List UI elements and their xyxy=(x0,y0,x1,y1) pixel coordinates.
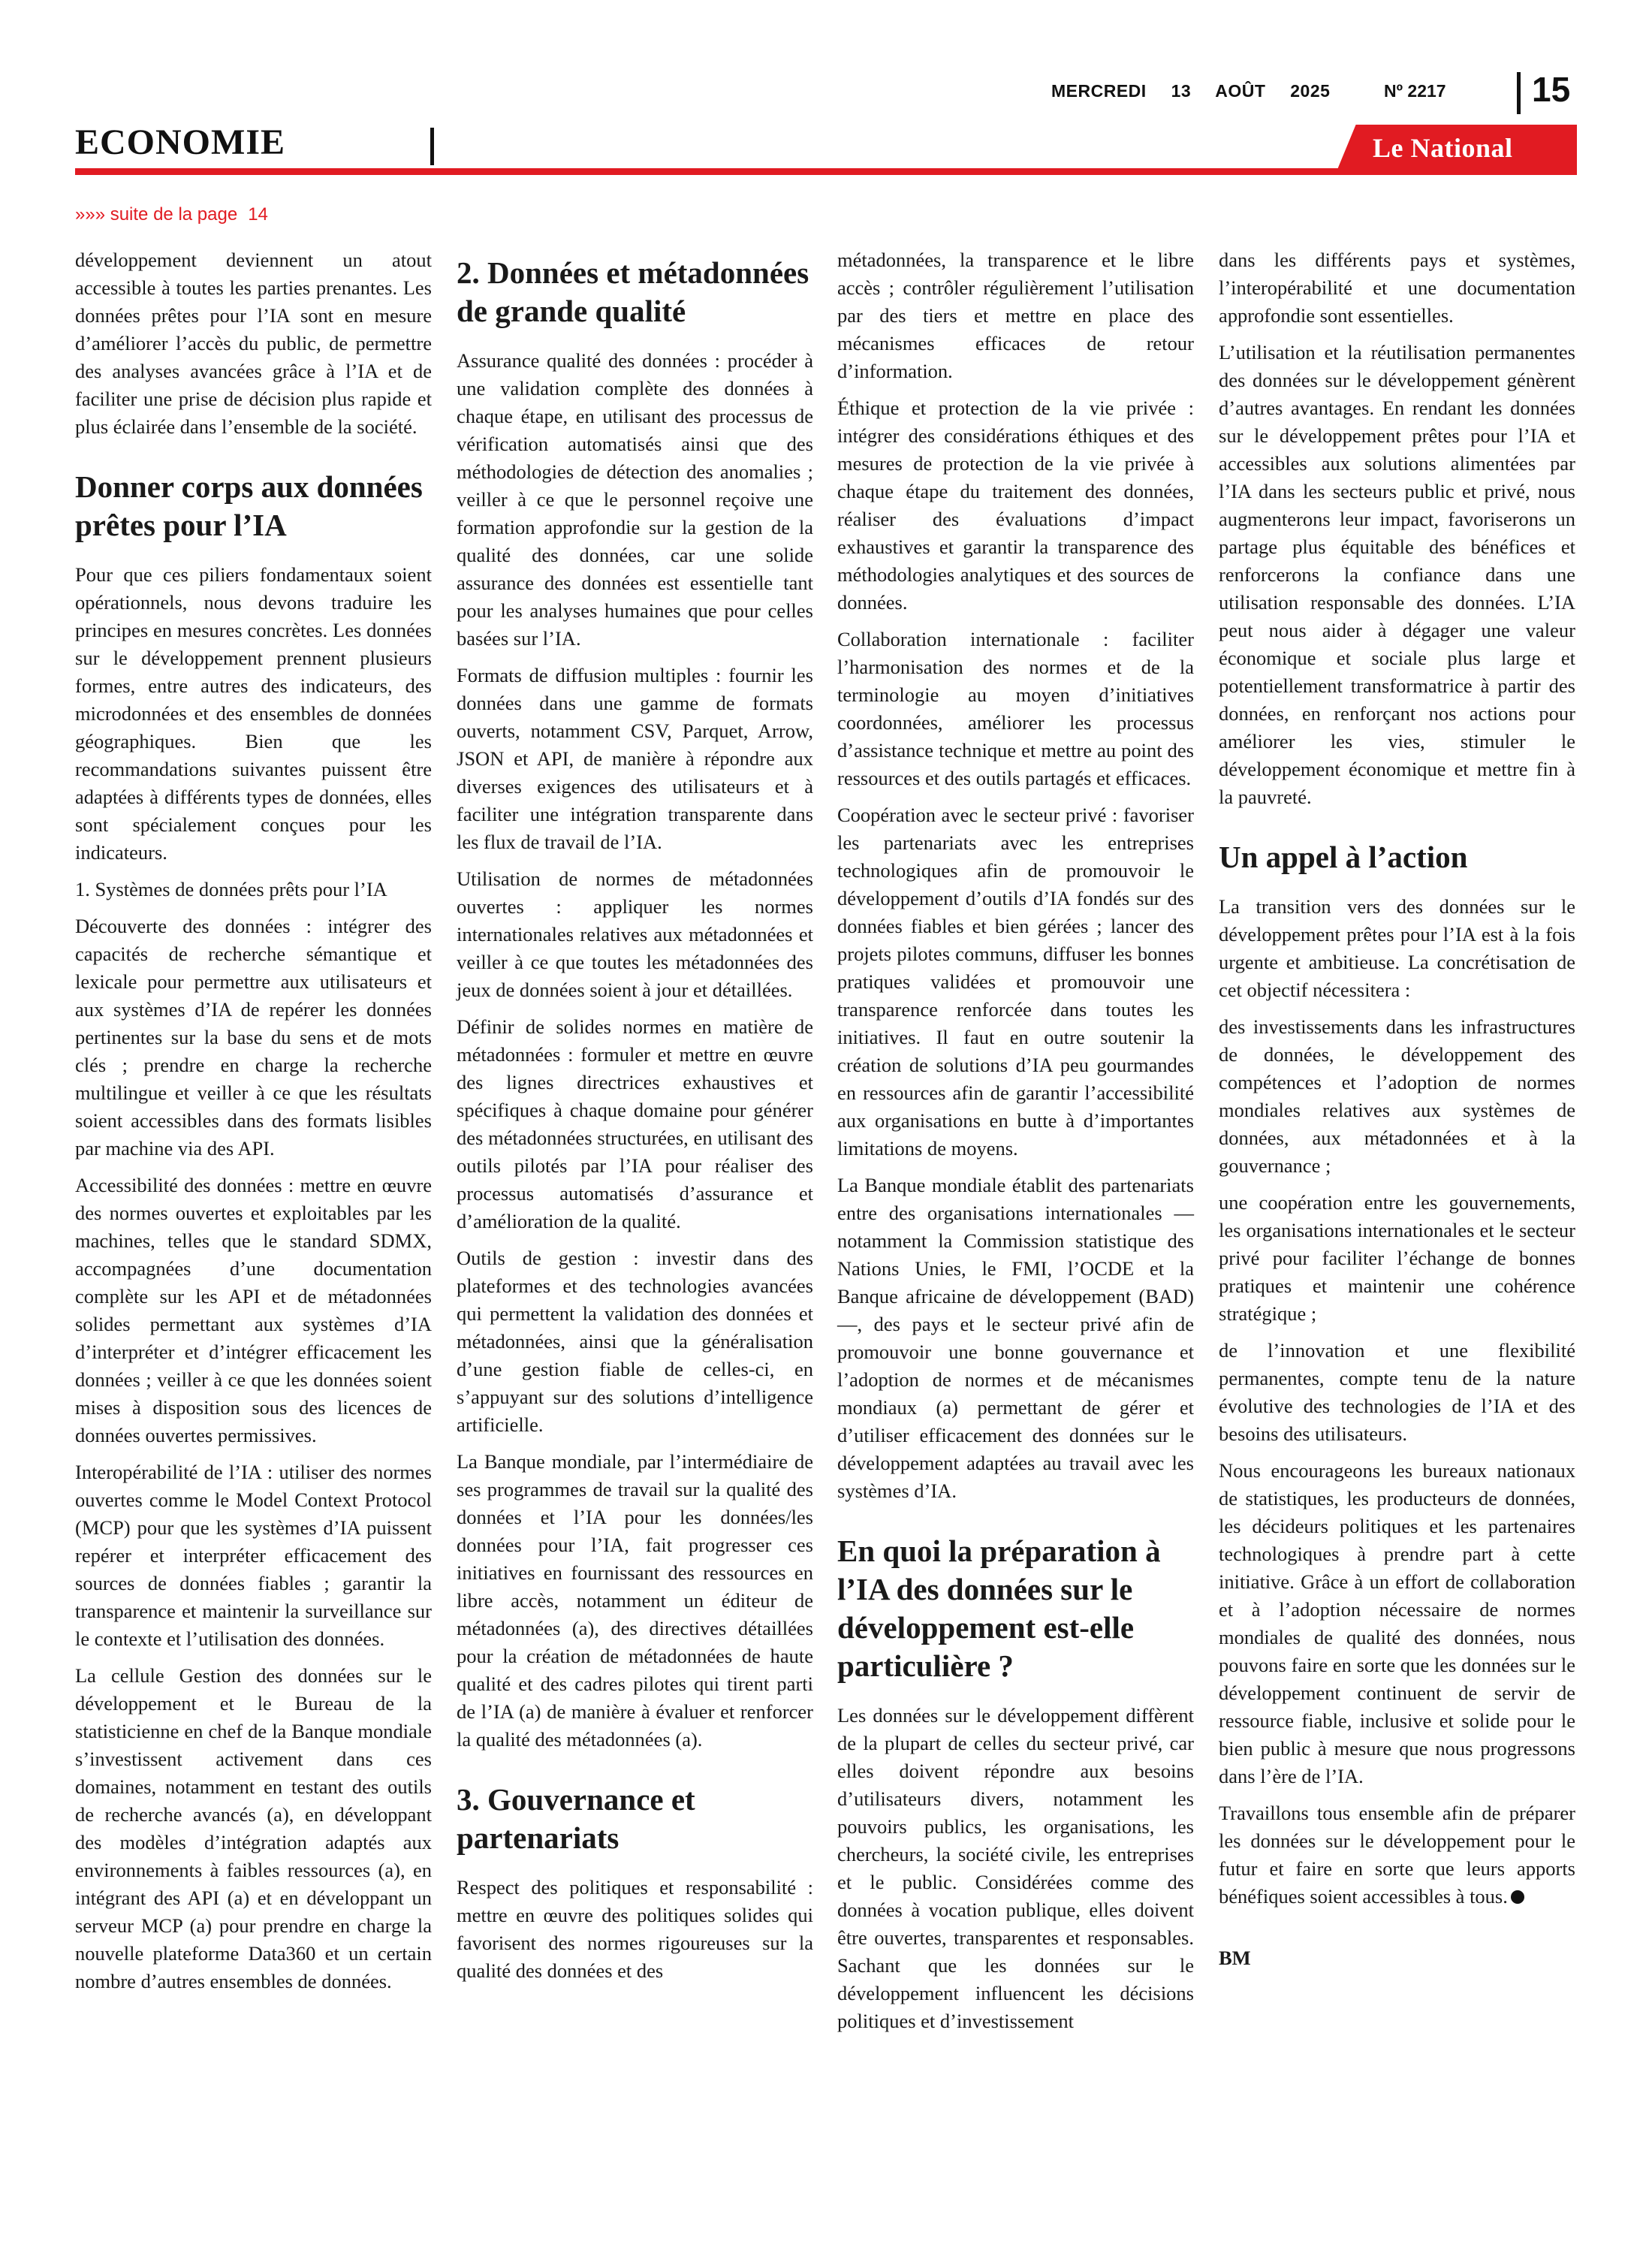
paragraph: dans les différents pays et systèmes, l’interopérabilité et une documentation approfondie sont essentielles. xyxy=(1219,249,1575,327)
paragraph: Collaboration internationale : faciliter l’harmonisation des normes et de la terminologie au moyen d’initiatives coordonnées, améliorer les processus d’assistance technique et mettre au point des ressources et des outils partagés et efficaces. xyxy=(837,628,1194,789)
article-column-4 xyxy=(1219,246,1575,1970)
paragraph: Nous encourageons les bureaux nationaux de statistiques, les producteurs de données, les décideurs politiques et les partenaires technologiques à prendre part à cette initiative. Grâce à un effort de collaboration et à l’adoption nécessaire de normes mondiales de qualité des données, nous pouvons faire en sorte que les données sur le développement continuent de servir de ressource fiable, inclusive et solide pour le bien public à mesure que nous progressons dans l’ère de l’IA. xyxy=(1219,1459,1575,1787)
article-column-1 xyxy=(75,246,432,2004)
paragraph: Les données sur le développement diffèrent de la plupart de celles du secteur privé, car elles doivent répondre aux besoins d’utilisateurs divers, notamment les pouvoirs publics, les organisations, les chercheurs, la société civile, les entreprises et le public. Considérées comme des données à vocation publique, elles doivent être ouvertes, transparentes et responsables. Sachant que les données sur le développement influencent les décisions politiques et d’investissement xyxy=(837,1704,1194,2032)
paragraph: Découverte des données : intégrer des capacités de recherche sémantique et lexicale pour permettre aux utilisateurs et aux systèmes d’IA de repérer les données pertinentes sur la base du sens et de mots clés ; prendre en charge la recherche multilingue et veiller à ce que les résultats soient accessibles dans des formats lisibles par machine via des API. xyxy=(75,915,432,1160)
paragraph: métadonnées, la transparence et le libre accès ; contrôler régulièrement l’utilisation par des tiers et mettre en place des mécanismes efficaces de retour d’information. xyxy=(837,249,1194,382)
paragraph: L’utilisation et la réutilisation permanentes des données sur le développement génèrent d’autres avantages. En rendant les données sur le développement prêtes pour l’IA et accessibles aux solutions alimentées par l’IA dans les secteurs public et privé, nous augmenterons leur impact, favoriserons un partage plus équitable des bénéfices et renforcerons la confiance dans une utilisation responsable des données. L’IA peut nous aider à dégager une valeur économique et sociale plus large et potentiellement transformatrice à partir des données, en renforçant nos actions pour améliorer les vies, stimuler le développement économique et mettre fin à la pauvreté. xyxy=(1219,341,1575,808)
date-year: 2025 xyxy=(1290,81,1331,101)
section-heading: 2. Données et métadonnées de grande qualité xyxy=(457,255,809,328)
issue-date xyxy=(1051,81,1349,101)
page-number-divider xyxy=(1517,72,1521,114)
continued-page: 14 xyxy=(248,204,268,225)
date-number: 13 xyxy=(1171,81,1192,101)
section-title: ECONOMIE xyxy=(75,122,286,162)
section-heading: 3. Gouvernance et partenariats xyxy=(457,1782,695,1855)
paragraph: La transition vers des données sur le développement prêtes pour l’IA est à la fois urgente et ambitieuse. La concrétisation de cet objectif nécessitera : xyxy=(1219,895,1575,1001)
continued-from xyxy=(75,204,268,225)
section-divider xyxy=(430,128,434,165)
closing-text: Travaillons tous ensemble afin de préparer les données sur le développement pour le futur et faire en sorte que leurs apports bénéfiques soient accessibles à tous. xyxy=(1219,1802,1575,1908)
paragraph: Outils de gestion : investir dans des plateformes et des technologies avancées qui permettent la validation des données et métadonnées, ainsi que la généralisation d’une gestion fiable de celles-ci, en s’appuyant sur des solutions d’intelligence artificielle. xyxy=(457,1247,813,1436)
section-heading: En quoi la préparation à l’IA des données sur le développement est-elle particulière ? xyxy=(837,1534,1161,1683)
section-heading: Un appel à l’action xyxy=(1219,840,1468,874)
paragraph: Utilisation de normes de métadonnées ouvertes : appliquer les normes internationales relatives aux métadonnées et veiller à ce que toutes les métadonnées des jeux de données soient à jour et détaillées. xyxy=(457,867,813,1001)
date-day: MERCREDI xyxy=(1051,81,1147,101)
paragraph: des investissements dans les infrastructures de données, le développement des compétences et l’adoption de normes mondiales relatives aux systèmes de données, aux métadonnées et à la gouvernance ; xyxy=(1219,1015,1575,1177)
paragraph: une coopération entre les gouvernements, les organisations internationales et le secteur privé pour faciliter l’échange de bonnes pratiques et maintenir une cohérence stratégique ; xyxy=(1219,1191,1575,1325)
continued-label: »»» suite de la page xyxy=(75,204,238,225)
paragraph: La Banque mondiale établit des partenariats entre des organisations internationales — notamment la Commission statistique des Nations Unies, le FMI, l’OCDE et la Banque africaine de développement (BAD) —, des pays et le secteur privé afin de promouvoir une bonne gouvernance et l’adoption de normes et de mécanismes mondiaux (a) permettant de gérer et d’utiliser efficacement des données sur le développement adaptées au travail avec les systèmes d’IA. xyxy=(837,1174,1194,1502)
paragraph: de l’innovation et une flexibilité permanentes, compte tenu de la nature évolutive des technologies de l’IA et des besoins des utilisateurs. xyxy=(1219,1339,1575,1445)
paragraph: La cellule Gestion des données sur le développement et le Bureau de la statisticienne en chef de la Banque mondiale s’investissent activement dans ces domaines, notamment en testant des outils de recherche avancés (a), en développant des modèles d’intégration adaptés aux environnements à faibles ressources (a), en intégrant des API (a) et en développant un serveur MCP (a) pour prendre en charge la nouvelle plateforme Data360 et un certain nombre d’autres ensembles de données. xyxy=(75,1664,432,1992)
paragraph: Définir de solides normes en matière de métadonnées : formuler et mettre en œuvre des lignes directrices exhaustives et spécifiques à chaque domaine pour générer des métadonnées structurées, en utilisant des outils pilotés par l’IA pour réaliser des processus automatisés d’assurance et d’amélioration de la qualité. xyxy=(457,1015,813,1232)
end-mark-icon xyxy=(1511,1890,1524,1904)
section-heading: Donner corps aux données prêtes pour l’IA xyxy=(75,469,423,542)
closing-paragraph xyxy=(1219,1799,1575,1911)
date-month: AOÛT xyxy=(1215,81,1266,101)
brand-name: Le National xyxy=(1373,133,1513,163)
paragraph: 1. Systèmes de données prêts pour l’IA xyxy=(75,878,387,900)
page-number: 15 xyxy=(1532,70,1571,109)
paragraph: Pour que ces piliers fondamentaux soient opérationnels, nous devons traduire les principes en mesures concrètes. Les données sur le développement prennent plusieurs formes, entre autres des indicateurs, des microdonnées et des ensembles de données géographiques. Bien que les recommandations suivantes puissent être adaptées à différents types de données, elles sont spécialement conçues pour les indicateurs. xyxy=(75,563,432,864)
paragraph: Accessibilité des données : mettre en œuvre des normes ouvertes et exploitables par les machines, telles que le standard SDMX, accompagnées d’une documentation complète sur les API et de métadonnées solides permettant aux systèmes d’IA d’interpréter et d’intégrer efficacement les données ; veiller à ce que les données soient mises à disposition sous des licences de données ouvertes permissives. xyxy=(75,1174,432,1446)
paragraph: Assurance qualité des données : procéder à une validation complète des données à chaque étape, en utilisant des processus de vérification automatisés ainsi que des méthodologies de détection des anomalies ; veiller à ce que le personnel reçoive une formation approfondie sur la gestion de la qualité des données, car une solide assurance des données est essentielle tant pour les analyses humaines que pour celles basées sur l’IA. xyxy=(457,349,813,650)
paragraph: Éthique et protection de la vie privée : intégrer des considérations éthiques et des mesures de protection de la vie privée à chaque étape du traitement des données, réaliser des évaluations d’impact exhaustives et garantir la transparence des méthodologies analytiques et des sources de données. xyxy=(837,397,1194,614)
paragraph: développement deviennent un atout accessible à toutes les parties prenantes. Les données prêtes pour l’IA sont en mesure d’améliorer l’accès du public, de permettre des analyses avancées grâce à l’IA et de faciliter une prise de décision plus rapide et plus éclairée dans l’ensemble de la société. xyxy=(75,249,432,438)
paragraph: Coopération avec le secteur privé : favoriser les partenariats avec les entreprises technologiques afin de promouvoir le développement d’outils d’IA fondés sur des données fiables et bien gérées ; lancer des projets pilotes communs, diffuser les bonnes pratiques validées et promouvoir une transparence renforcée dans toutes les initiatives. Il faut en outre soutenir la création de solutions d’IA peu gourmandes en ressources afin de garantir l’accessibilité aux organisations en butte à d’importantes limitations de moyens. xyxy=(837,804,1194,1160)
issue-number: Nº 2217 xyxy=(1384,81,1446,101)
article-column-3 xyxy=(837,246,1194,2044)
paragraph: Respect des politiques et responsabilité : mettre en œuvre des politiques solides qui favorisent des normes rigoureuses sur la qualité des données et des xyxy=(457,1876,813,1982)
article-column-2 xyxy=(457,246,813,1994)
paragraph: La Banque mondiale, par l’intermédiaire de ses programmes de travail sur la qualité des données et l’IA pour les données/les données pour l’IA, fait progresser ces initiatives en fournissant des ressources en libre accès, notamment un éditeur de métadonnées (a), des directives détaillées pour la création de métadonnées de haute qualité et des cadres pilotes qui tirent parti de l’IA (a) de manière à évaluer et renforcer la qualité des métadonnées (a). xyxy=(457,1450,813,1751)
paragraph: Interopérabilité de l’IA : utiliser des normes ouvertes comme le Model Context Protocol (MCP) pour que les systèmes d’IA puissent repérer et interpréter efficacement des sources de données fiables ; garantir la transparence et maintenir la surveillance sur le contexte et l’utilisation des données. xyxy=(75,1461,432,1650)
paragraph: Formats de diffusion multiples : fournir les données dans une gamme de formats ouverts, notamment CSV, Parquet, Arrow, JSON et API, de manière à répondre aux diverses exigences des utilisateurs et à faciliter une intégration transparente dans les flux de travail de l’IA. xyxy=(457,664,813,853)
author-signature: BM xyxy=(1219,1947,1251,1969)
